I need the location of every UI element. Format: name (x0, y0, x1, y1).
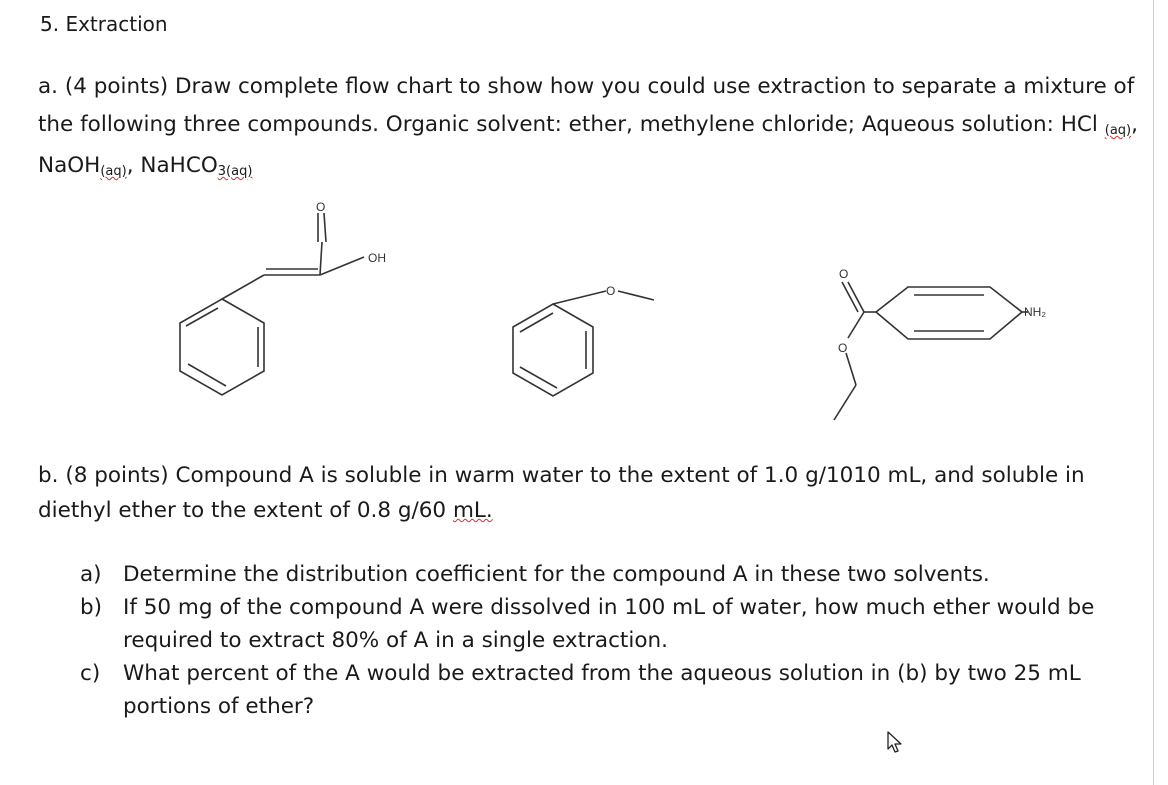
subpart-a (80, 558, 1120, 591)
naoh-text: , NaOH (38, 112, 1138, 178)
nahco3-text: , NaHCO (126, 153, 218, 178)
compound-3-label-nh2: NH₂ (1024, 305, 1046, 319)
question-b (38, 458, 1138, 528)
question-b-subparts (80, 558, 1120, 723)
question-b-unit: mL. (452, 498, 493, 523)
nahco3-subscript: 3(aq) (217, 164, 253, 179)
question-b-text: b. (8 points) Compound A is soluble in warm water to the extent of 1.0 g/1010 mL, and soluble in diethyl ether to the extent of 0.8 g/60 (38, 463, 1085, 523)
subpart-text: If 50 mg of the compound A were dissolved in 100 mL of water, how much ether would be required to extract 80% of A in a single extraction. (123, 595, 1095, 653)
compound-3-benzocaine (834, 282, 1028, 420)
question-a (38, 68, 1138, 188)
subpart-text: Determine the distribution coefficient for the compound A in these two solvents. (123, 562, 990, 587)
chemical-structures (0, 195, 1168, 435)
hcl-subscript: (aq) (1104, 123, 1132, 138)
compound-3-label-carbonyl-o: O (839, 267, 849, 281)
compound-2-label-o: O (606, 284, 616, 298)
subpart-b (80, 591, 1120, 657)
compound-1-label-oh: OH (368, 251, 386, 265)
compound-1-label-o: O (316, 200, 326, 214)
mouse-pointer-icon (886, 730, 904, 754)
compound-3-label-ester-o: O (838, 341, 848, 355)
section-title: 5. Extraction (40, 12, 168, 36)
benzene-ring-2 (513, 304, 593, 396)
question-a-text: a. (4 points) Draw complete flow chart to show how you could use extraction to separate a mixture of the following three compounds. Organic solvent: ether, methylene chloride; Aqueous solution: HCl (38, 74, 1135, 137)
subpart-marker: c) (80, 661, 101, 686)
subpart-marker: b) (80, 595, 103, 620)
subpart-c (80, 657, 1120, 723)
subpart-text: What percent of the A would be extracted from the aqueous solution in (b) by two 25 mL portions of ether? (123, 661, 1081, 719)
naoh-subscript: (aq) (100, 164, 127, 179)
compound-1-cinnamic-acid (180, 213, 364, 395)
compound-2-anisole (513, 291, 654, 396)
subpart-marker: a) (80, 562, 102, 587)
benzene-ring-1 (180, 299, 264, 395)
